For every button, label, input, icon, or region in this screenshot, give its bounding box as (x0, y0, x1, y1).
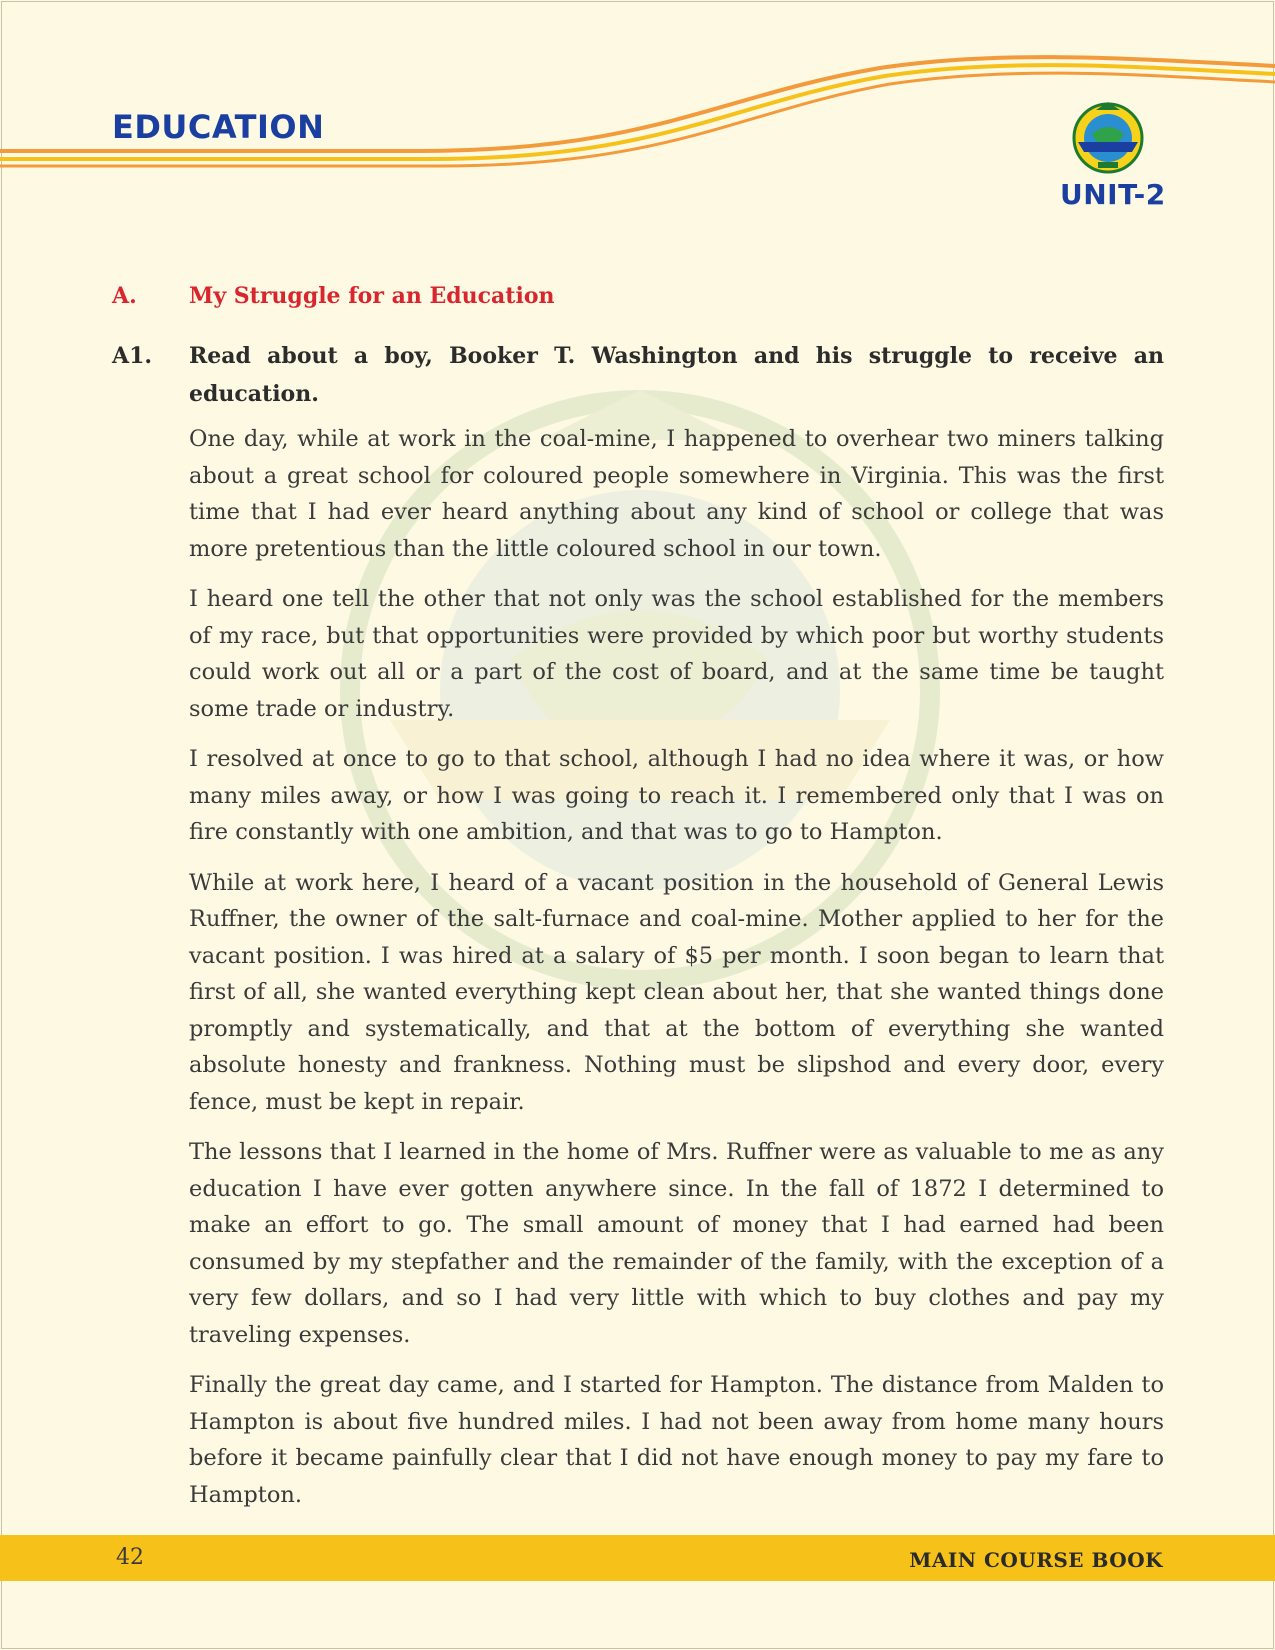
passage-paragraph-4: While at work here, I heard of a vacant position in the household of General Lewis Ruffner, the owner of the salt-furnace and coal-mine. Mother applied to her for the vacant position. I was hired at a salary of $5 per month. I soon began to learn that first of all, she wanted everything kept clean about her, that she wanted things done promptly and systematically, and that at the bottom of everything she wanted absolute honesty and frankness. Nothing must be slipshod and every door, every fence, must be kept in repair. (189, 869, 1164, 1115)
section-title: My Struggle for an Education (189, 283, 555, 309)
passage-paragraph-5: The lessons that I learned in the home of Mrs. Ruffner were as valuable to me as any education I have ever gotten anywhere since. In the fall of 1872 I determined to make an effort to go. The small amount of money that I had earned had been consumed by my stepfather and the remainder of the family, with the exception of a very few dollars, and so I had very little with which to buy clothes and pay my traveling expenses. (189, 1139, 1164, 1348)
section-number: A. (112, 283, 137, 309)
passage-paragraph-1: One day, while at work in the coal-mine, I happened to overhear two miners talking about a great school for coloured people somewhere in Virginia. This was the first time that I had ever heard anything about any kind of school or college that was more pretentious than the little coloured school in our town. (189, 426, 1164, 562)
passage-paragraph-6: Finally the great day came, and I started for Hampton. The distance from Malden to Hampton is about five hundred miles. I had not been away from home many hours before it became painfully clear that I did not have enough money to pay my fare to Hampton. (189, 1372, 1164, 1508)
book-title: MAIN COURSE BOOK (909, 1548, 1163, 1572)
reading-passage (189, 421, 1164, 1527)
task-instruction-text: Read about a boy, Booker T. Washington and his struggle to receive an education. (189, 343, 1164, 407)
page-number: 42 (116, 1545, 144, 1570)
passage-paragraph-3: I resolved at once to go to that school, although I had no idea where it was, or how many miles away, or how I was going to reach it. I remembered only that I was on fire constantly with one ambition, and that was to go to Hampton. (189, 746, 1164, 845)
school-emblem-icon (1068, 98, 1148, 178)
unit-label: UNIT-2 (1060, 178, 1166, 211)
passage-paragraph-2: I heard one tell the other that not only was the school established for the members of my race, but that opportunities were provided by which poor but worthy students could work out all or a part of the cost of board, and at the same time be taught some trade or industry. (189, 586, 1164, 722)
task-number: A1. (112, 343, 153, 369)
chapter-title: EDUCATION (112, 108, 325, 146)
